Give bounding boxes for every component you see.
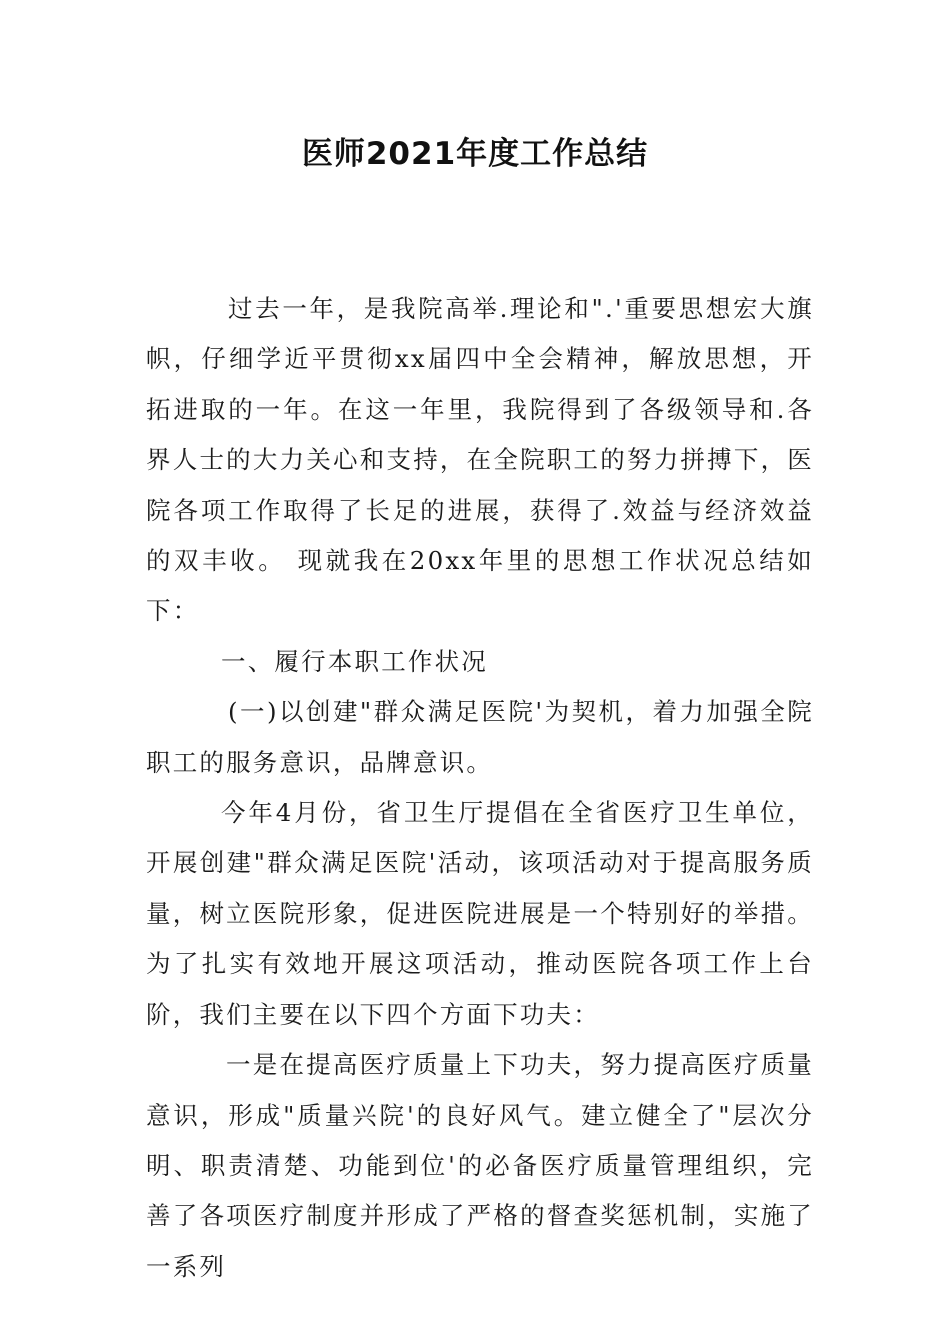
subsection-heading-1: (一)以创建"群众满足医院'为契机，着力加强全院职工的服务意识，品牌意识。	[146, 697, 814, 777]
section-heading-1: 一、履行本职工作状况	[221, 646, 488, 676]
paragraph-intro: 过去一年，是我院高举.理论和".'重要思想宏大旗帜，仔细学近平贯彻xx届四中全会精神，解放思想，开拓进取的一年。在这一年里，我院得到了各级领导和.各界人士的大力关心和支持，在全院职工的努力拼搏下，医院各项工作取得了长足的进展，获得了.效益与经济效益的双丰收。 现就我在20xx年里的思想工作状况总结如下：	[146, 294, 814, 626]
document-body	[146, 284, 814, 1292]
paragraph-activity: 今年4月份，省卫生厅提倡在全省医疗卫生单位，开展创建"群众满足医院'活动，该项活动对于提高服务质量，树立医院形象，促进医院进展是一个特别好的举措。为了扎实有效地开展这项活动，推动医院各项工作上台阶，我们主要在以下四个方面下功夫：	[146, 798, 814, 1029]
paragraph-quality: 一是在提高医疗质量上下功夫，努力提高医疗质量意识，形成"质量兴院'的良好风气。建立健全了"层次分明、职责清楚、功能到位'的必备医疗质量管理组织，完善了各项医疗制度并形成了严格的督查奖惩机制，实施了一系列	[146, 1050, 814, 1281]
document-title: 医师2021年度工作总结	[301, 136, 649, 172]
